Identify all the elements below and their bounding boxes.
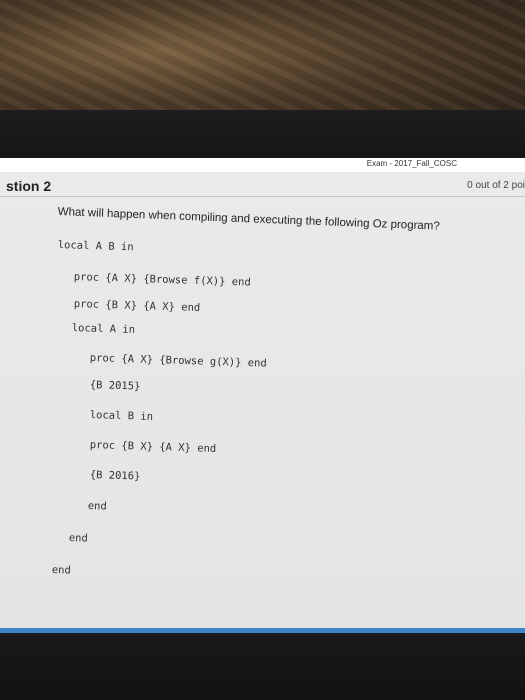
code-line: local B in [89, 409, 154, 423]
code-line: end [51, 564, 71, 577]
question-title: stion 2 [6, 178, 52, 194]
accent-divider [0, 628, 525, 633]
question-points: 0 out of 2 poi [467, 180, 525, 191]
code-line: end [68, 532, 88, 545]
code-line: local A in [71, 322, 136, 336]
code-line: {B 2016} [89, 469, 141, 483]
monitor-bezel-top [0, 110, 525, 160]
exam-title-bar [0, 158, 525, 172]
exam-title: Exam - 2017_Fall_COSC [366, 159, 457, 168]
code-line: proc {B X} {A X} end [89, 439, 217, 455]
code-line: {B 2015} [89, 379, 141, 393]
screen [0, 158, 525, 633]
code-line: proc {A X} {Browse f(X)} end [73, 271, 251, 289]
monitor-bezel-bottom [0, 630, 525, 700]
code-line: end [87, 500, 107, 513]
code-line: proc {B X} {A X} end [73, 298, 201, 314]
code-line: local A B in [57, 239, 134, 254]
question-header [0, 176, 525, 197]
code-line: proc {A X} {Browse g(X)} end [89, 352, 267, 370]
question-prompt: What will happen when compiling and executing the following Oz program? [57, 206, 440, 233]
